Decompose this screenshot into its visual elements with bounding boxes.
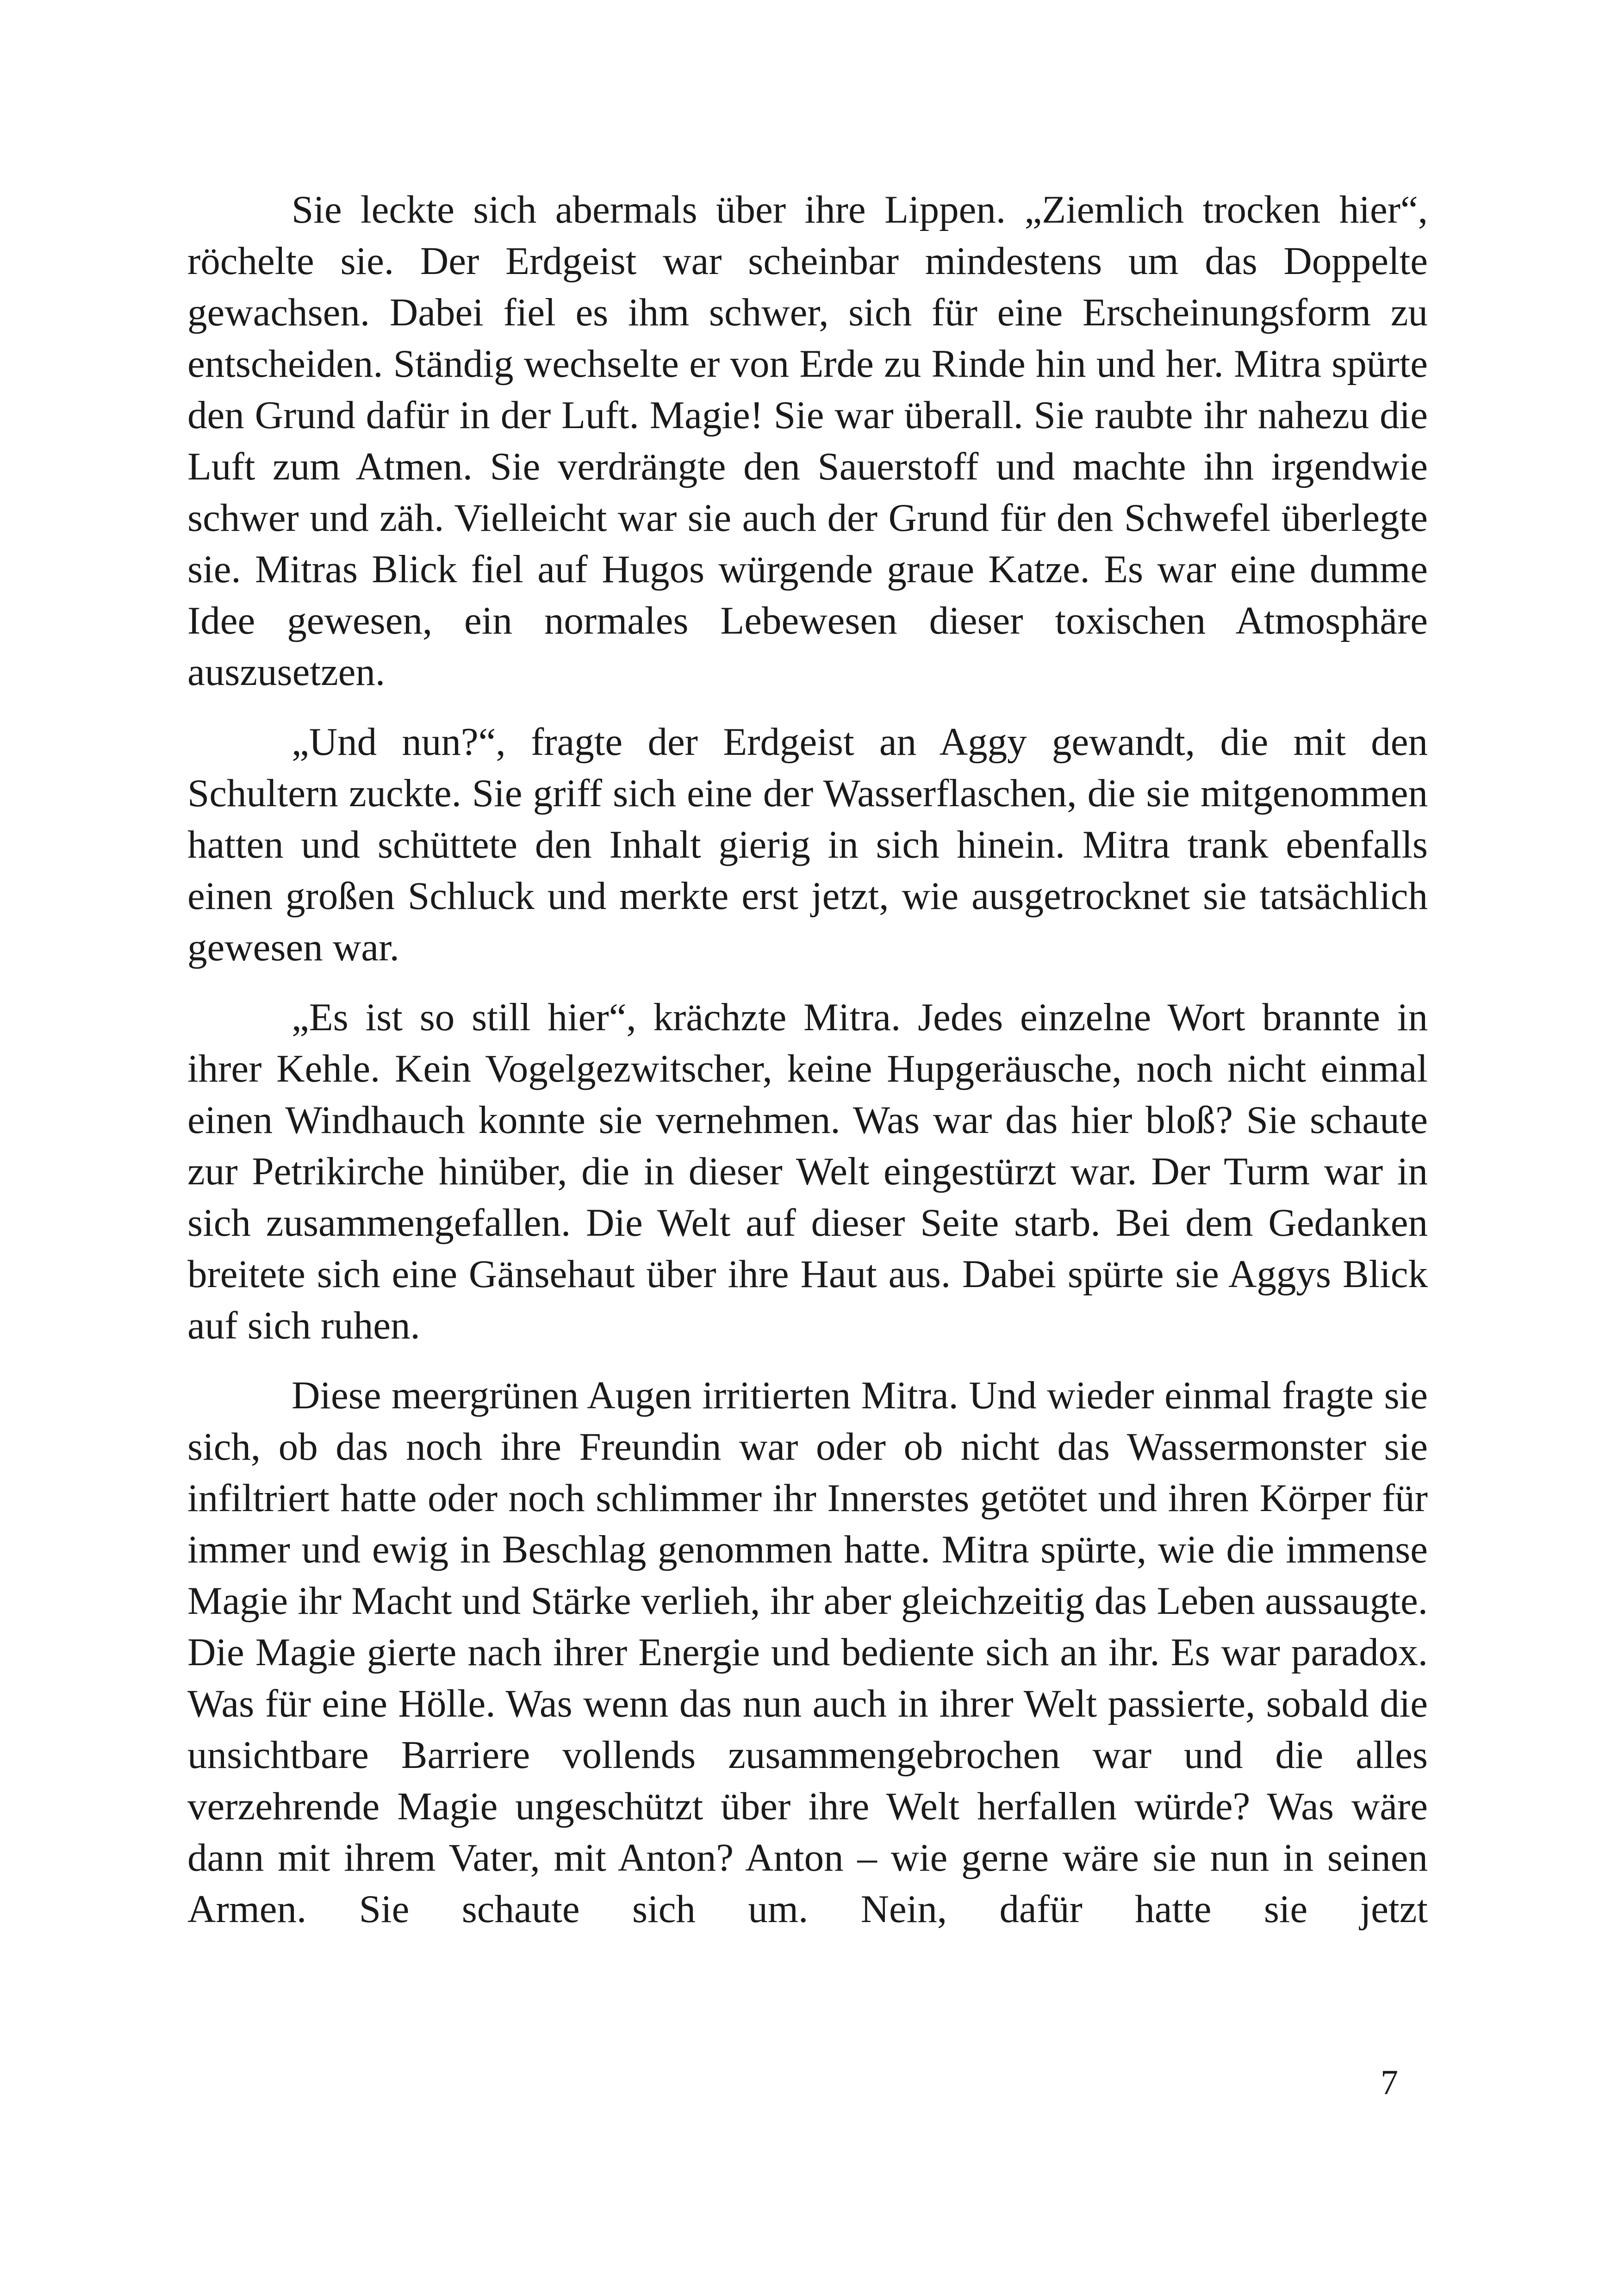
paragraph: „Es ist so still hier“, krächzte Mitra. Jedes einzelne Wort brannte in ihrer Kehle. Kein Vogelgezwitscher, keine Hupgeräusche, noch nicht einmal einen Windhauch konnte sie vernehmen. Was war das hier bloß? Sie schaute zur Petrikirche hinüber, die in dieser Welt eingestürzt war. Der Turm war in sich zusammengefallen. Die Welt auf dieser Seite starb. Bei dem Gedanken breitete sich eine Gänsehaut über ihre Haut aus. Dabei spürte sie Aggys Blick auf sich ruhen. — [187, 996, 1428, 1347]
page-body — [187, 184, 1428, 1954]
paragraph: Sie leckte sich abermals über ihre Lippen. „Ziemlich trocken hier“, röchelte sie. Der Erdgeist war scheinbar mindestens um das Doppelte gewachsen. Dabei fiel es ihm schwer, sich für eine Erscheinungsform zu entscheiden. Ständig wechselte er von Erde zu Rinde hin und her. Mitra spürte den Grund dafür in der Luft. Magie! Sie war überall. Sie raubte ihr nahezu die Luft zum Atmen. Sie verdrängte den Sauerstoff und machte ihn irgendwie schwer und zäh. Vielleicht war sie auch der Grund für den Schwefel überlegte sie. Mitras Blick fiel auf Hugos würgende graue Katze. Es war eine dumme Idee gewesen, ein normales Lebewesen dieser toxischen Atmosphäre auszusetzen. — [187, 188, 1428, 694]
paragraph: Diese meergrünen Augen irritierten Mitra. Und wieder einmal fragte sie sich, ob das noch ihre Freundin war oder ob nicht das Wassermonster sie infiltriert hatte oder noch schlimmer ihr Innerstes getötet und ihren Körper für immer und ewig in Beschlag genommen hatte. Mitra spürte, wie die immense Magie ihr Macht und Stärke verlieh, ihr aber gleichzeitig das Leben aussaugte. Die Magie gierte nach ihrer Energie und bediente sich an ihr. Es war paradox. Was für eine Hölle. Was wenn das nun auch in ihrer Welt passierte, sobald die unsichtbare Barriere vollends zusammengebrochen war und die alles verzehrende Magie ungeschützt über ihre Welt herfallen würde? Was wäre dann mit ihrem Vater, mit Anton? Anton – wie gerne wäre sie nun in seinen Armen. Sie schaute sich um. Nein, dafür hatte sie jetzt — [187, 1374, 1428, 1931]
paragraph: „Und nun?“, fragte der Erdgeist an Aggy gewandt, die mit den Schultern zuckte. Sie griff sich eine der Wasserflaschen, die sie mitgenommen hatten und schüttete den Inhalt gierig in sich hinein. Mitra trank ebenfalls einen großen Schluck und merkte erst jetzt, wie ausgetrocknet sie tatsächlich gewesen war. — [187, 720, 1428, 969]
page-number: 7 — [1381, 2063, 1398, 2102]
